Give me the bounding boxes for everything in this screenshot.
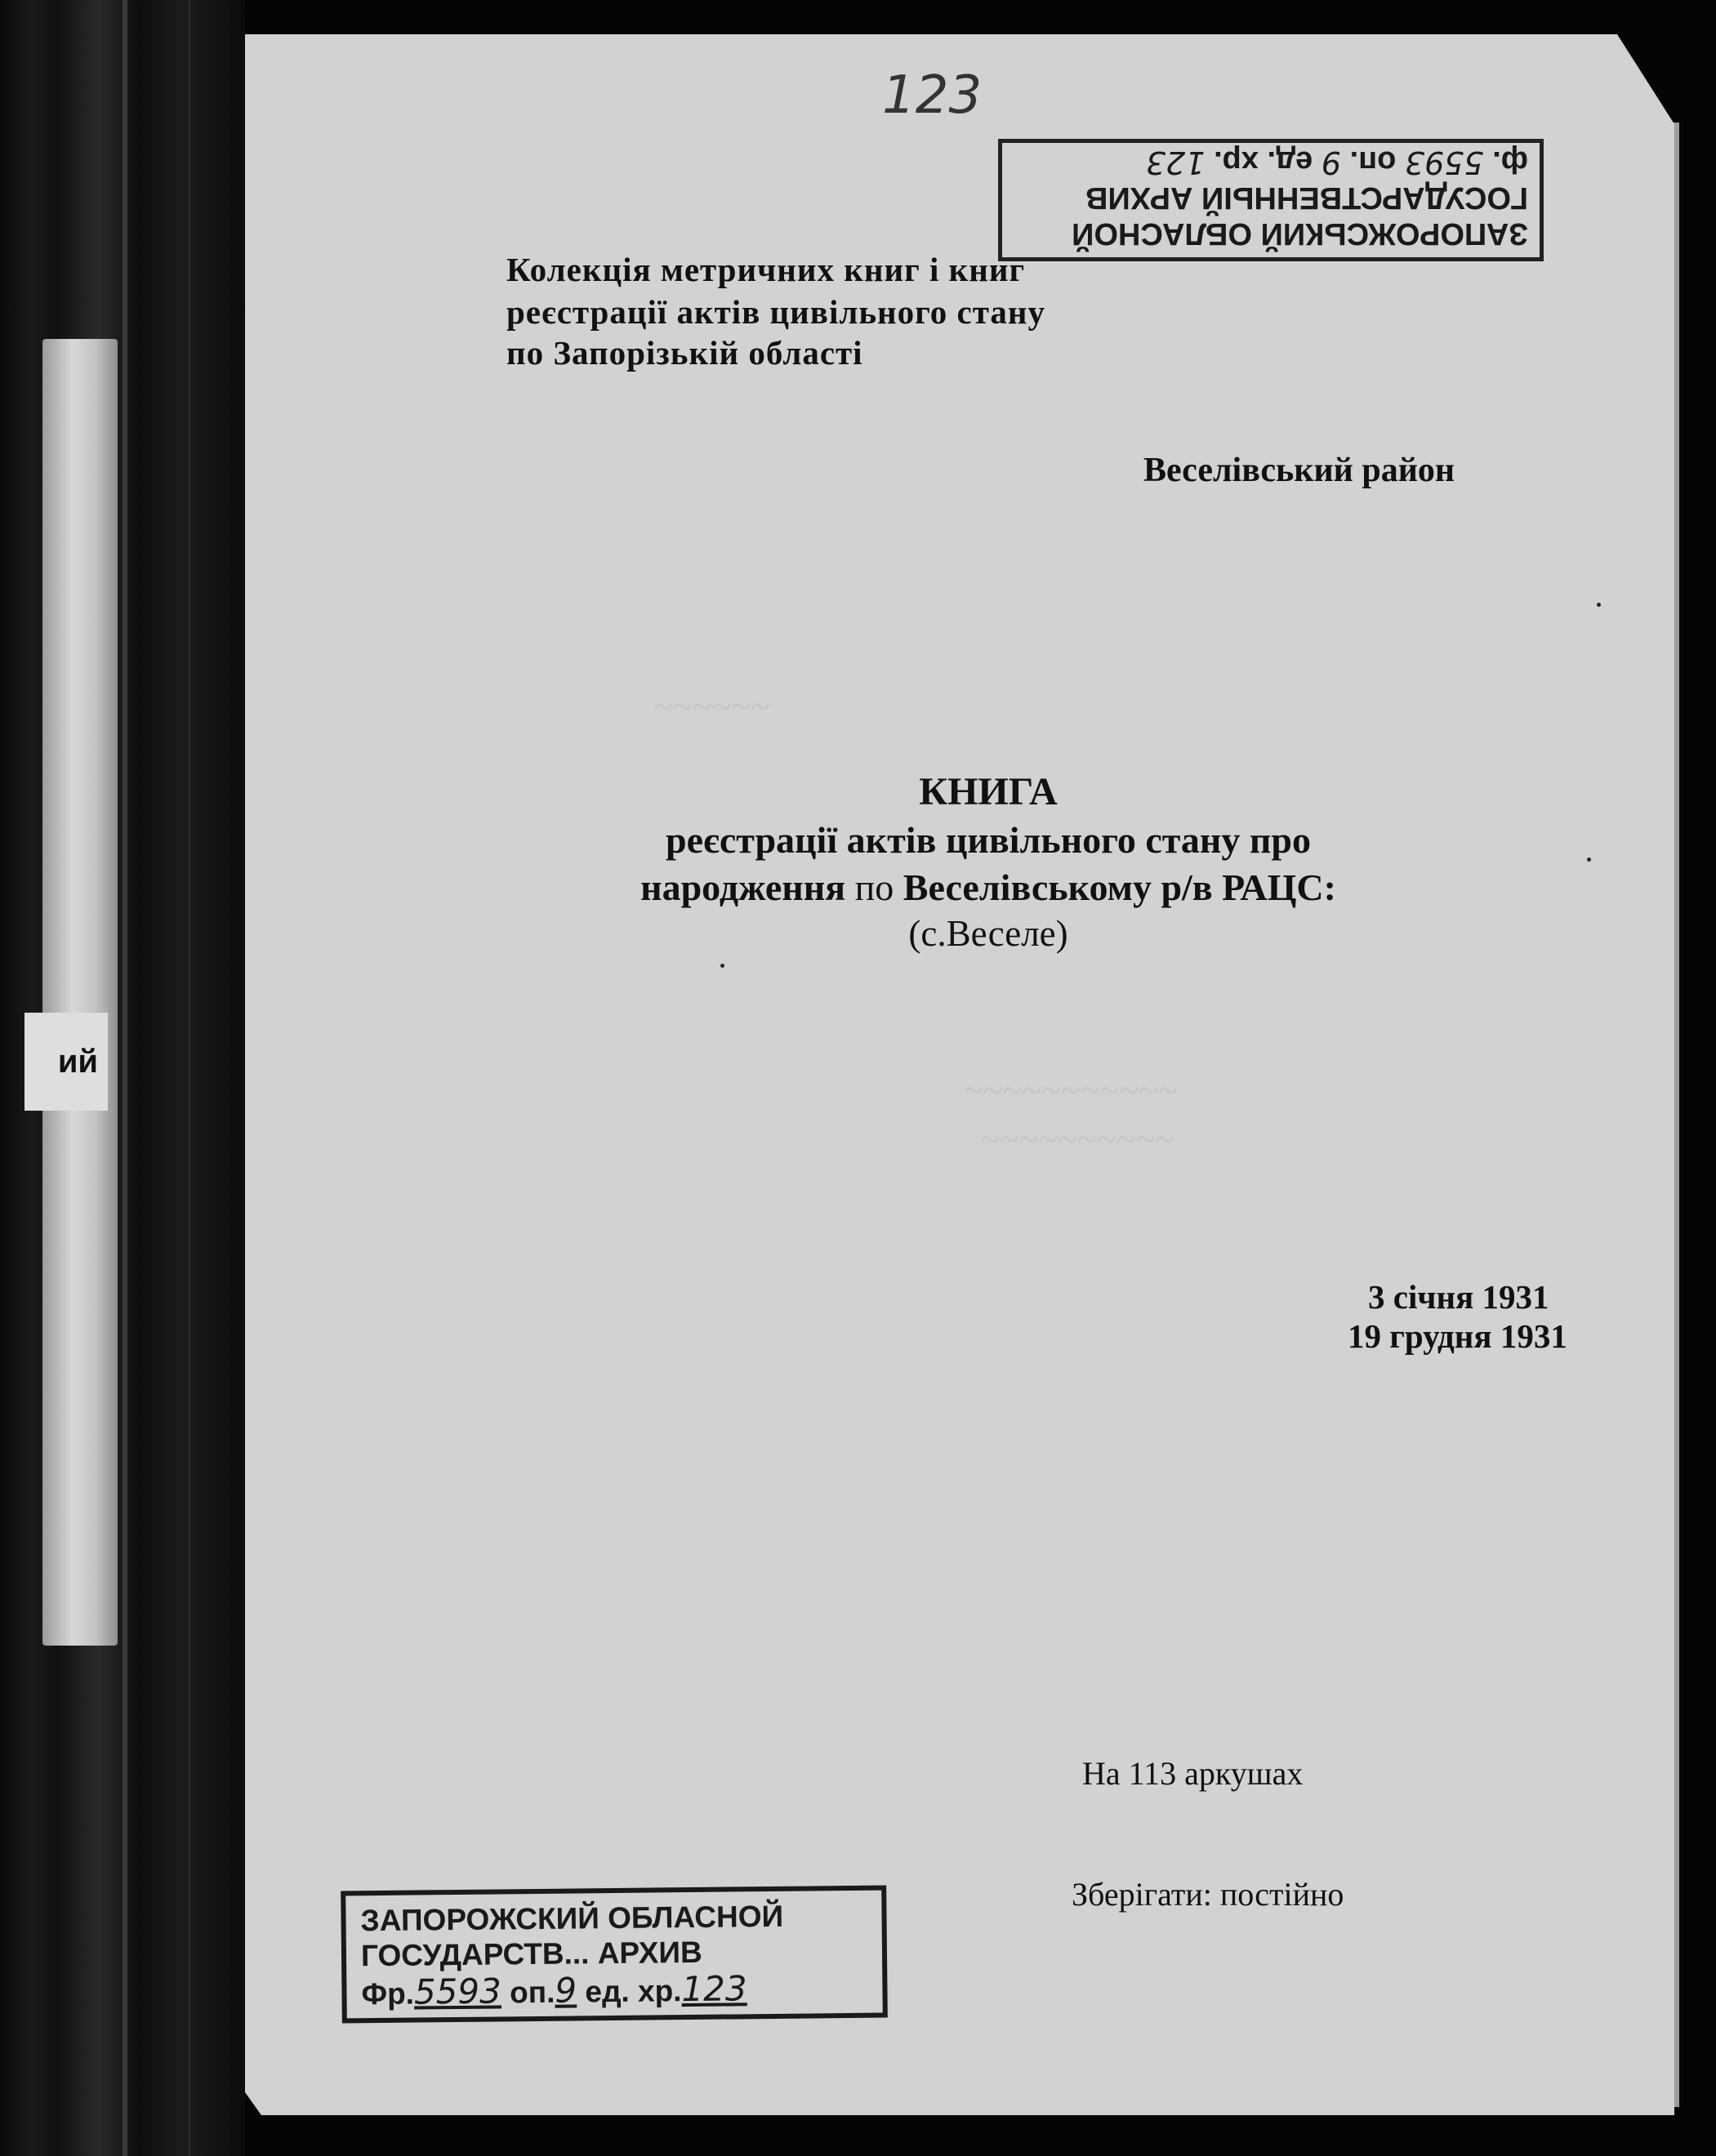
title-births: народження — [640, 866, 846, 908]
stamp-bottom-line3 — [361, 1968, 867, 2013]
sheet-count: На 113 аркушах — [1082, 1755, 1304, 1792]
stamp-bottom-fond-label: Фр. — [361, 1976, 415, 2011]
stamp-top-opis: 9 — [1321, 144, 1342, 180]
stamp-top-delo: 123 — [1145, 144, 1206, 180]
stamp-bottom-opis-label: оп. — [509, 1975, 555, 2010]
stamp-bottom-line2: ГОСУДАРСТВ... АРХИВ — [360, 1935, 702, 1972]
stamp-bottom-delo-label: ед. хр. — [585, 1974, 682, 2009]
stamp-bottom-delo: 123 — [681, 1968, 747, 2010]
stamp-top-line2: ГОСУДАРСТВЕННЫЙ АРХИВ — [1085, 180, 1528, 216]
book-title-line-3 — [457, 864, 1519, 911]
header-line-2: реєстрації актів цивільного стану — [506, 293, 1045, 331]
header-line-3: по Запорізькій області — [506, 334, 863, 372]
bleed-through-mark: ~~~~~~~~~~ — [980, 1120, 1175, 1160]
spine-label-text: ий — [25, 1013, 108, 1111]
district-label: Веселівський район — [1143, 452, 1455, 489]
stamp-bottom-line1: ЗАПОРОЖСКИЙ ОБЛАСНОЙ — [360, 1899, 784, 1938]
stamp-top-opis-label: оп. — [1349, 144, 1397, 179]
book-title-block — [457, 768, 1519, 956]
storage-term: Зберігати: постійно — [1072, 1876, 1344, 1913]
title-village: (с.Веселе) — [908, 913, 1068, 954]
date-end: 19 грудня 1931 — [1348, 1317, 1567, 1355]
header-line-1: Колекція метричних книг і книг — [506, 251, 1026, 288]
stamp-top-delo-label: ед. хр. — [1214, 144, 1313, 179]
title-office: Веселівському р/в РАЦС: — [903, 866, 1336, 908]
archive-stamp-top — [998, 139, 1544, 261]
bleed-through-mark: ~~~~~~ — [653, 687, 770, 727]
stamp-bottom-fond: 5593 — [413, 1971, 502, 2012]
book-title: КНИГА — [919, 770, 1058, 813]
handwritten-archive-number: 123 — [882, 65, 983, 126]
archive-stamp-bottom — [341, 1886, 888, 2024]
book-title-line-2: реєстрації актів цивільного стану про — [666, 819, 1311, 861]
spine-stripe — [123, 0, 127, 2156]
spine-paper-label — [42, 339, 118, 1646]
stamp-top-fond: 5593 — [1404, 144, 1484, 180]
title-preposition: по — [845, 866, 903, 908]
book-spine — [0, 0, 245, 2156]
paper-speck — [1597, 603, 1601, 607]
stamp-top-fond-label: ф. — [1492, 144, 1528, 179]
stamp-top-line1: ЗАПОРОЖСЬКИЙ ОБЛАСНОЙ — [1072, 216, 1528, 251]
bleed-through-mark: ~~~~~~~~~~~ — [964, 1071, 1178, 1111]
spine-stripe — [188, 0, 191, 2156]
paper-speck — [720, 964, 724, 968]
stamp-bottom-opis: 9 — [555, 1970, 577, 2011]
date-start: 3 січня 1931 — [1368, 1278, 1549, 1316]
paper-speck — [1587, 858, 1591, 862]
stamp-top-line3 — [1014, 143, 1528, 180]
document-cover-page — [245, 34, 1674, 2115]
